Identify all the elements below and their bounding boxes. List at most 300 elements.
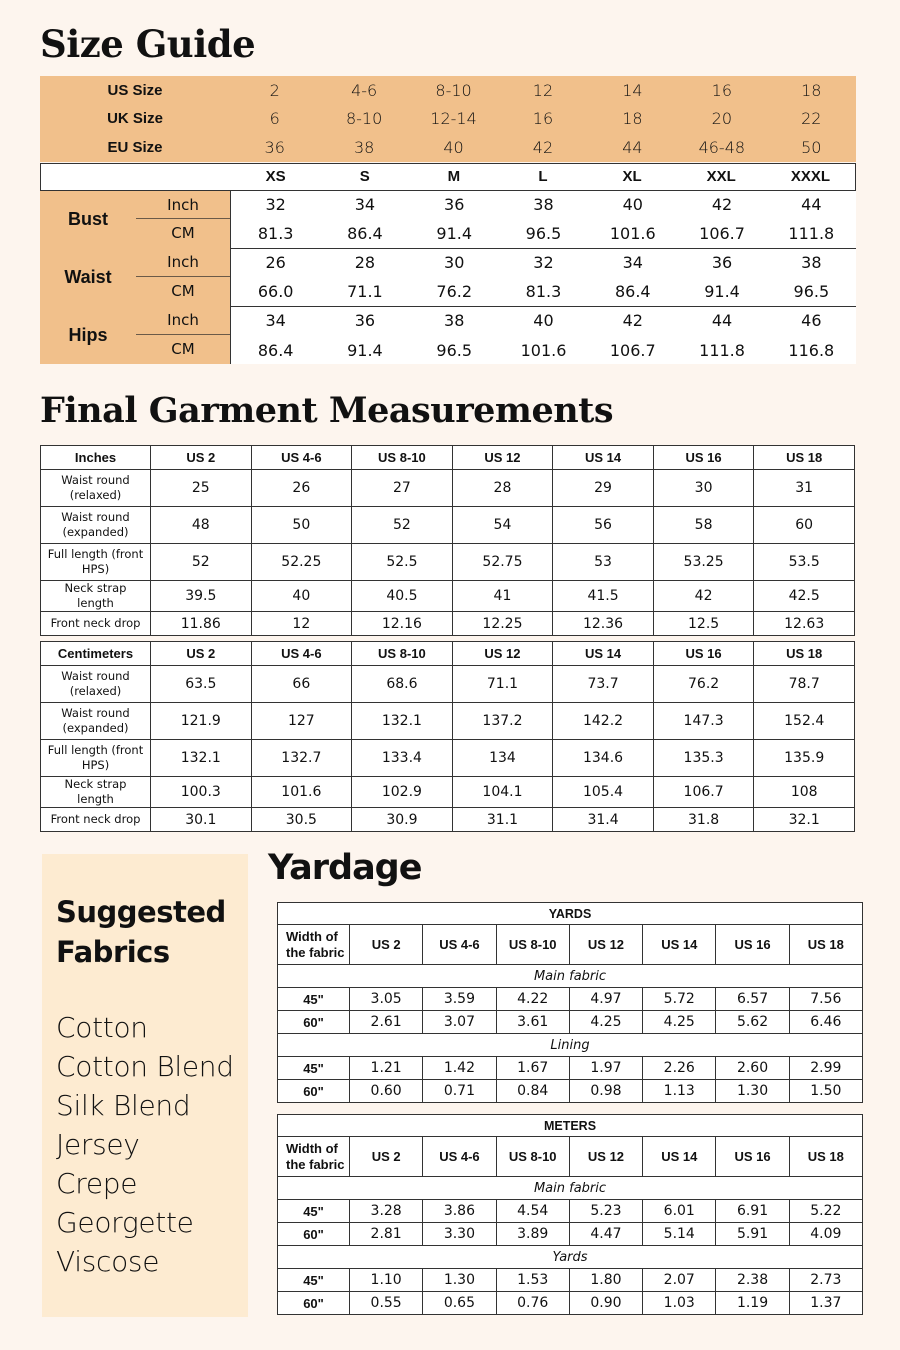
value-cell: 106.7 <box>653 777 754 808</box>
value-cell: 3.28 <box>350 1200 423 1223</box>
yardage-meters-table <box>277 1114 863 1315</box>
table-row <box>41 507 855 544</box>
letter-size-cell: XXL <box>706 167 736 185</box>
value-cell: 1.37 <box>789 1292 862 1315</box>
measurement-cell: 36 <box>354 311 376 331</box>
size-header-row <box>40 133 856 162</box>
size-cell: 16 <box>711 80 732 100</box>
measurement-label-block <box>40 191 230 248</box>
size-column-header: US 18 <box>754 642 855 666</box>
value-cell: 0.60 <box>350 1080 423 1103</box>
unit-header: Centimeters <box>41 642 151 666</box>
measurement-cell: 116.8 <box>788 340 835 360</box>
fabric-width-cell: 60" <box>278 1011 350 1034</box>
size-cell: 16 <box>532 109 554 129</box>
table-row <box>278 1200 863 1223</box>
measurement-cell: 38 <box>801 253 822 273</box>
value-cell: 2.99 <box>789 1057 862 1080</box>
measurement-cell: 42 <box>622 311 643 331</box>
measurement-row <box>231 219 856 248</box>
value-cell: 66 <box>251 666 352 703</box>
value-cell: 56 <box>553 507 654 544</box>
size-cell: 4-6 <box>351 80 378 100</box>
size-cell: 18 <box>801 80 822 100</box>
measurement-cell: 81.3 <box>525 282 562 302</box>
value-cell: 4.25 <box>643 1011 716 1034</box>
row-label: Neck strap length <box>41 581 151 612</box>
row-label: Waist round (relaxed) <box>41 666 151 703</box>
size-column-header: US 12 <box>452 446 553 470</box>
value-cell: 25 <box>151 470 252 507</box>
size-system-label: US Size <box>107 81 163 99</box>
measurement-cell: 86.4 <box>347 224 383 244</box>
value-cell: 121.9 <box>151 703 252 740</box>
value-cell: 142.2 <box>553 703 654 740</box>
measurement-cell: 28 <box>354 253 376 273</box>
value-cell: 5.91 <box>716 1223 789 1246</box>
measurement-cell: 76.2 <box>436 282 473 302</box>
table-row <box>278 1269 863 1292</box>
value-cell: 3.89 <box>496 1223 569 1246</box>
value-cell: 30.5 <box>251 808 352 832</box>
measurement-values <box>230 248 856 306</box>
letter-size-cell: S <box>359 167 370 185</box>
value-cell: 48 <box>151 507 252 544</box>
value-cell: 2.73 <box>789 1269 862 1292</box>
value-cell: 132.1 <box>352 703 453 740</box>
fabric-width-cell: 60" <box>278 1292 350 1315</box>
value-cell: 40.5 <box>352 581 453 612</box>
letter-size-cell: L <box>538 167 548 185</box>
unit-label: CM <box>171 224 195 243</box>
measurement-values <box>230 191 856 248</box>
fabric-item: Crepe <box>56 1167 138 1200</box>
value-cell: 147.3 <box>653 703 754 740</box>
measurement-cell: 44 <box>711 311 733 331</box>
table-row <box>278 1292 863 1315</box>
unit-label: CM <box>171 339 195 358</box>
size-cell: 42 <box>532 137 554 157</box>
measurement-cell: 34 <box>265 311 286 331</box>
measurement-cell: 91.4 <box>704 282 740 302</box>
size-column-header: US 2 <box>151 446 252 470</box>
measurement-cell: 91.4 <box>436 224 473 244</box>
section-title: Yards <box>278 1246 863 1269</box>
fabric-width-header-line: the fabric <box>286 944 345 960</box>
row-label: Front neck drop <box>41 612 151 636</box>
fabric-width-header <box>278 925 350 965</box>
value-cell: 5.22 <box>789 1200 862 1223</box>
measurement-group <box>40 191 856 248</box>
table-row <box>41 544 855 581</box>
garment-inches-table <box>40 445 855 636</box>
value-cell: 4.09 <box>789 1223 862 1246</box>
fabric-item: Jersey <box>56 1128 140 1161</box>
value-cell: 5.72 <box>643 988 716 1011</box>
value-cell: 1.67 <box>496 1057 569 1080</box>
value-cell: 30.9 <box>352 808 453 832</box>
measurement-cell: 111.8 <box>699 340 745 360</box>
value-cell: 52.5 <box>352 544 453 581</box>
measurement-cell: 32 <box>533 253 554 273</box>
value-cell: 135.9 <box>754 740 855 777</box>
table-row <box>278 1011 863 1034</box>
value-cell: 101.6 <box>251 777 352 808</box>
value-cell: 152.4 <box>754 703 855 740</box>
size-cell: 46-48 <box>698 137 746 157</box>
value-cell: 27 <box>352 470 453 507</box>
size-column-header: US 18 <box>754 446 855 470</box>
measurement-cell: 106.7 <box>609 340 656 360</box>
measurement-cell: 96.5 <box>436 340 473 360</box>
size-column-header: US 16 <box>716 925 789 965</box>
unit-header: Inches <box>41 446 151 470</box>
garment-measurements-title: Final Garment Measurements <box>40 390 614 431</box>
value-cell: 1.19 <box>716 1292 789 1315</box>
size-column-header: US 14 <box>643 1137 716 1177</box>
measurement-values <box>230 306 856 364</box>
value-cell: 53.5 <box>754 544 855 581</box>
table-header-row <box>41 642 855 666</box>
value-cell: 54 <box>452 507 553 544</box>
row-label: Neck strap length <box>41 777 151 808</box>
value-cell: 50 <box>251 507 352 544</box>
size-header-row <box>40 105 856 134</box>
value-cell: 3.59 <box>423 988 496 1011</box>
size-column-header: US 2 <box>151 642 252 666</box>
value-cell: 11.86 <box>151 612 252 636</box>
blank-cell <box>41 164 231 190</box>
unit-label: Inch <box>136 248 230 277</box>
value-cell: 78.7 <box>754 666 855 703</box>
value-cell: 52 <box>151 544 252 581</box>
measurement-cell: 36 <box>444 195 465 215</box>
value-cell: 102.9 <box>352 777 453 808</box>
value-cell: 2.61 <box>350 1011 423 1034</box>
measurement-cell: 44 <box>801 195 822 215</box>
fabric-width-header <box>278 1137 350 1177</box>
size-column-header: US 12 <box>452 642 553 666</box>
value-cell: 76.2 <box>653 666 754 703</box>
unit-label: CM <box>171 281 195 300</box>
value-cell: 12 <box>251 612 352 636</box>
fabric-width-cell: 60" <box>278 1223 350 1246</box>
fabric-width-header-line: the fabric <box>286 1156 345 1172</box>
measurement-cell: 38 <box>444 311 465 331</box>
fabric-item: Cotton Blend <box>56 1050 234 1083</box>
suggested-fabrics-title: Suggested Fabrics <box>56 895 226 969</box>
section-row <box>278 1177 863 1200</box>
value-cell: 135.3 <box>653 740 754 777</box>
row-label: Full length (front HPS) <box>41 740 151 777</box>
size-cell: 8-10 <box>345 109 383 129</box>
value-cell: 53.25 <box>653 544 754 581</box>
table-row <box>41 740 855 777</box>
size-column-header: US 16 <box>653 446 754 470</box>
fabric-item: Viscose <box>56 1245 160 1278</box>
letter-size-row <box>40 163 856 191</box>
value-cell: 134.6 <box>553 740 654 777</box>
measurement-label-block <box>40 306 230 364</box>
value-cell: 60 <box>754 507 855 544</box>
value-cell: 100.3 <box>151 777 252 808</box>
unit-labels <box>136 306 230 364</box>
measurement-cell: 101.6 <box>520 340 567 360</box>
value-cell: 2.26 <box>643 1057 716 1080</box>
table-header-row <box>278 925 863 965</box>
value-cell: 12.25 <box>452 612 553 636</box>
value-cell: 2.81 <box>350 1223 423 1246</box>
fabric-width-cell: 45" <box>278 988 350 1011</box>
size-column-header: US 18 <box>789 1137 862 1177</box>
value-cell: 52.75 <box>452 544 553 581</box>
measurement-cell: 96.5 <box>793 282 830 302</box>
size-column-header: US 18 <box>789 925 862 965</box>
table-header-row <box>41 446 855 470</box>
value-cell: 3.61 <box>496 1011 569 1034</box>
value-cell: 71.1 <box>452 666 553 703</box>
size-cell: 36 <box>264 137 285 157</box>
measurement-cell: 91.4 <box>347 340 383 360</box>
fabric-width-cell: 45" <box>278 1269 350 1292</box>
measurement-cell: 71.1 <box>347 282 383 302</box>
value-cell: 108 <box>754 777 855 808</box>
value-cell: 1.53 <box>496 1269 569 1292</box>
measurement-name: Hips <box>68 324 108 345</box>
table-row <box>41 581 855 612</box>
table-row <box>41 666 855 703</box>
size-column-header: US 4-6 <box>251 642 352 666</box>
value-cell: 0.71 <box>423 1080 496 1103</box>
section-row <box>278 1246 863 1269</box>
value-cell: 42 <box>653 581 754 612</box>
value-cell: 4.22 <box>496 988 569 1011</box>
value-cell: 32.1 <box>754 808 855 832</box>
measurement-row <box>231 278 856 307</box>
fabric-width-header-line: Width of <box>286 1140 338 1156</box>
value-cell: 6.57 <box>716 988 789 1011</box>
table-row <box>278 1057 863 1080</box>
value-cell: 41.5 <box>553 581 654 612</box>
measurement-group <box>40 306 856 364</box>
value-cell: 31.4 <box>553 808 654 832</box>
value-cell: 73.7 <box>553 666 654 703</box>
size-column-header: US 8-10 <box>352 642 453 666</box>
measurement-cell: 42 <box>711 195 733 215</box>
value-cell: 6.91 <box>716 1200 789 1223</box>
suggested-fabrics-panel <box>42 854 248 1317</box>
size-guide-title: Size Guide <box>40 22 256 66</box>
value-cell: 6.46 <box>789 1011 862 1034</box>
value-cell: 0.90 <box>569 1292 642 1315</box>
size-cell: 8-10 <box>435 80 472 100</box>
value-cell: 30 <box>653 470 754 507</box>
measurement-cell: 101.6 <box>609 224 656 244</box>
value-cell: 4.54 <box>496 1200 569 1223</box>
letter-size-cell: M <box>447 167 461 185</box>
row-label: Waist round (expanded) <box>41 703 151 740</box>
measurement-name: Waist <box>64 266 112 287</box>
fabric-width-cell: 60" <box>278 1080 350 1103</box>
value-cell: 1.10 <box>350 1269 423 1292</box>
table-caption: YARDS <box>278 903 863 925</box>
value-cell: 133.4 <box>352 740 453 777</box>
value-cell: 2.07 <box>643 1269 716 1292</box>
value-cell: 0.98 <box>569 1080 642 1103</box>
value-cell: 53 <box>553 544 654 581</box>
size-column-header: US 16 <box>716 1137 789 1177</box>
table-row <box>278 988 863 1011</box>
value-cell: 58 <box>653 507 754 544</box>
size-column-header: US 8-10 <box>496 1137 569 1177</box>
row-label: Front neck drop <box>41 808 151 832</box>
value-cell: 12.36 <box>553 612 654 636</box>
measurement-cell: 40 <box>622 195 643 215</box>
table-row <box>41 777 855 808</box>
measurement-label-block <box>40 248 230 306</box>
value-cell: 3.30 <box>423 1223 496 1246</box>
size-header-row <box>40 76 856 105</box>
size-cell: 2 <box>269 80 280 100</box>
value-cell: 4.25 <box>569 1011 642 1034</box>
size-system-label: EU Size <box>107 138 163 156</box>
value-cell: 52.25 <box>251 544 352 581</box>
size-guide-table <box>40 76 856 364</box>
measurement-cell: 34 <box>622 253 643 273</box>
value-cell: 127 <box>251 703 352 740</box>
size-column-header: US 4-6 <box>423 1137 496 1177</box>
value-cell: 105.4 <box>553 777 654 808</box>
size-system-label: UK Size <box>107 110 163 128</box>
measurement-cell: 26 <box>265 253 286 273</box>
measurement-row <box>231 336 856 365</box>
size-cell: 22 <box>801 109 822 129</box>
measurement-cell: 96.5 <box>525 224 562 244</box>
value-cell: 137.2 <box>452 703 553 740</box>
fabric-width-cell: 45" <box>278 1200 350 1223</box>
value-cell: 31.1 <box>452 808 553 832</box>
value-cell: 6.01 <box>643 1200 716 1223</box>
size-cell: 14 <box>622 80 643 100</box>
fabric-item: Georgette <box>56 1206 194 1239</box>
fabric-width-cell: 45" <box>278 1057 350 1080</box>
fabric-list <box>56 1008 234 1281</box>
value-cell: 31 <box>754 470 855 507</box>
value-cell: 5.14 <box>643 1223 716 1246</box>
size-cell: 12 <box>532 80 554 100</box>
size-cell: 20 <box>711 109 732 129</box>
value-cell: 104.1 <box>452 777 553 808</box>
size-cell: 12-14 <box>430 109 477 129</box>
value-cell: 1.13 <box>643 1080 716 1103</box>
fabric-item: Cotton <box>56 1011 148 1044</box>
value-cell: 12.16 <box>352 612 453 636</box>
value-cell: 4.47 <box>569 1223 642 1246</box>
yardage-yards-table <box>277 902 863 1103</box>
value-cell: 39.5 <box>151 581 252 612</box>
table-row <box>41 703 855 740</box>
table-caption: METERS <box>278 1115 863 1137</box>
size-column-header: US 12 <box>569 925 642 965</box>
table-header-row <box>278 1137 863 1177</box>
value-cell: 1.80 <box>569 1269 642 1292</box>
value-cell: 1.97 <box>569 1057 642 1080</box>
size-column-header: US 14 <box>553 446 654 470</box>
value-cell: 29 <box>553 470 654 507</box>
value-cell: 5.23 <box>569 1200 642 1223</box>
table-row <box>278 1080 863 1103</box>
measurement-cell: 34 <box>354 195 376 215</box>
value-cell: 134 <box>452 740 553 777</box>
measurement-cell: 111.8 <box>788 224 835 244</box>
value-cell: 132.7 <box>251 740 352 777</box>
letter-size-cell: XXXL <box>790 167 830 185</box>
measurement-cell: 46 <box>801 311 822 331</box>
value-cell: 132.1 <box>151 740 252 777</box>
section-title: Main fabric <box>278 1177 863 1200</box>
caption-row <box>278 903 863 925</box>
value-cell: 52 <box>352 507 453 544</box>
section-row <box>278 1034 863 1057</box>
value-cell: 30.1 <box>151 808 252 832</box>
size-column-header: US 2 <box>350 925 423 965</box>
value-cell: 3.86 <box>423 1200 496 1223</box>
size-column-header: US 4-6 <box>251 446 352 470</box>
value-cell: 2.38 <box>716 1269 789 1292</box>
measurement-cell: 106.7 <box>699 224 745 244</box>
size-column-header: US 8-10 <box>352 446 453 470</box>
measurement-name: Bust <box>68 208 108 229</box>
measurement-group <box>40 248 856 306</box>
measurement-cell: 40 <box>533 311 554 331</box>
section-title: Lining <box>278 1034 863 1057</box>
unit-labels <box>136 248 230 306</box>
measurement-cell: 38 <box>533 195 554 215</box>
size-column-header: US 2 <box>350 1137 423 1177</box>
size-cell: 44 <box>622 137 643 157</box>
value-cell: 41 <box>452 581 553 612</box>
value-cell: 3.05 <box>350 988 423 1011</box>
measurement-cell: 86.4 <box>257 340 294 360</box>
measurement-cell: 36 <box>711 253 733 273</box>
measurement-cell: 66.0 <box>257 282 294 302</box>
value-cell: 28 <box>452 470 553 507</box>
size-column-header: US 14 <box>643 925 716 965</box>
size-column-header: US 4-6 <box>423 925 496 965</box>
value-cell: 42.5 <box>754 581 855 612</box>
value-cell: 1.21 <box>350 1057 423 1080</box>
value-cell: 0.55 <box>350 1292 423 1315</box>
row-label: Waist round (relaxed) <box>41 470 151 507</box>
value-cell: 26 <box>251 470 352 507</box>
measurement-cell: 86.4 <box>614 282 651 302</box>
value-cell: 12.63 <box>754 612 855 636</box>
size-cell: 6 <box>269 109 280 129</box>
size-cell: 40 <box>443 137 464 157</box>
value-cell: 4.97 <box>569 988 642 1011</box>
garment-centimeters-table <box>40 641 855 832</box>
unit-label: Inch <box>136 191 230 220</box>
table-row <box>41 808 855 832</box>
size-column-header: US 14 <box>553 642 654 666</box>
value-cell: 3.07 <box>423 1011 496 1034</box>
letter-size-cell: XS <box>265 167 286 185</box>
size-cell: 50 <box>801 137 822 157</box>
value-cell: 1.03 <box>643 1292 716 1315</box>
row-label: Full length (front HPS) <box>41 544 151 581</box>
measurement-row <box>231 191 856 220</box>
value-cell: 1.30 <box>716 1080 789 1103</box>
